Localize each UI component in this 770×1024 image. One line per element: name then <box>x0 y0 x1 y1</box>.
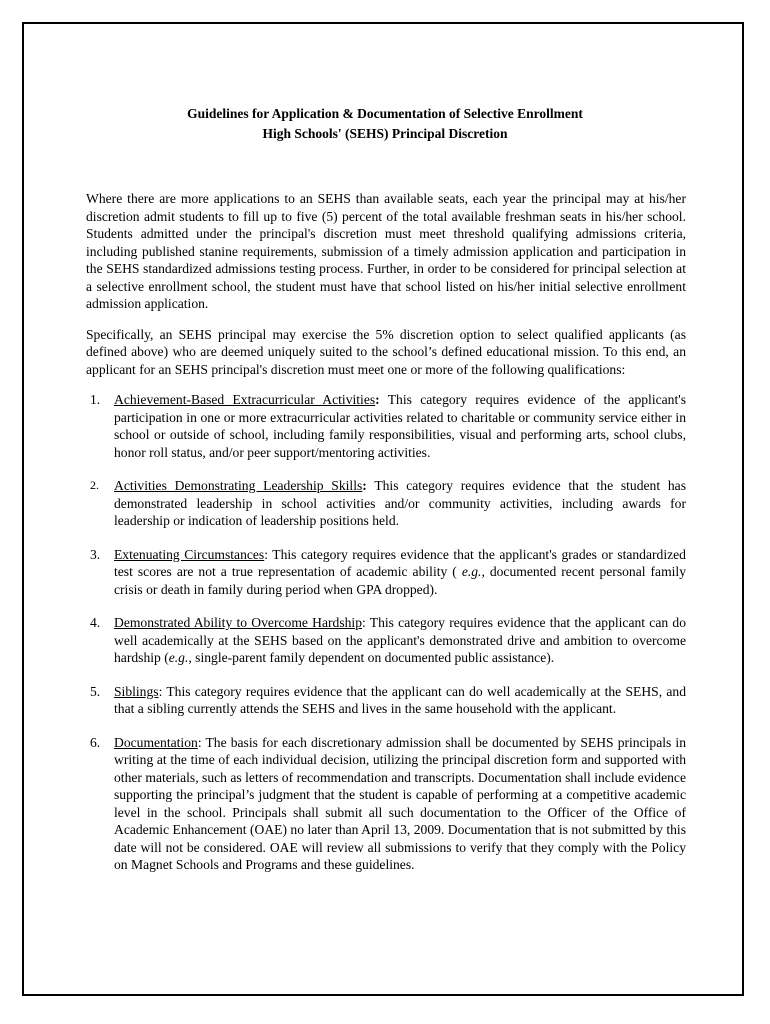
list-item-text-after: documented recent personal family crisis or death in family during period when GPA dropped). <box>114 564 686 597</box>
list-item-text: The basis for each discretionary admission shall be documented by SEHS principals in writing at the time of each individual decision, utilizing the principal discretion form and supported with other materials, such as letters of recommendation and transcripts. Documentation shall include evidence supporting the principal’s judgment that the student is capable of performing at a competitive academic level in the school. Principals shall submit all such documentation to the Officer of the Office of Academic Enhancement (OAE) no later than April 13, 2009. Documentation that is not submitted by this date will not be considered. OAE will review all submissions to verify that they comply with the Policy on Magnet Schools and Programs and these guidelines. <box>114 734 686 872</box>
list-item-number: 5. <box>90 683 101 699</box>
list-item-text: This category requires evidence that the applicant can do well academically at the SEHS based on the applicant's demonstrated drive and ambition to overcome hardship ( <box>114 615 686 665</box>
list-item-siblings <box>86 683 686 718</box>
intro-paragraph: Where there are more applications to an SEHS than available seats, each year the principal may at his/her discretion admit students to fill up to five (5) percent of the total available freshman seats in his/her school. Students admitted under the principal's discretion must meet threshold qualifying admissions criteria, including published stanine requirements, submission of a timely admission application and participation in the SEHS standardized admissions testing process. Further, in order to be considered for principal selection at a selective enrollment school, the student must have that school listed on his/her initial selective enrollment admission application. <box>86 191 686 311</box>
list-item-number: 6. <box>90 734 101 750</box>
list-item-heading: Extenuating Circumstances <box>114 546 265 562</box>
qualifications-intro-paragraph: Specifically, an SEHS principal may exercise the 5% discretion option to select qualified applicants (as defined above) who are deemed uniquely suited to the school’s defined educational mission. To this end, an applicant for an SEHS principal's discretion must meet one or more of the following qualifications: <box>86 326 686 377</box>
list-item-heading: Siblings <box>114 683 159 699</box>
title-line-2: High Schools' (SEHS) Principal Discretion <box>262 126 508 141</box>
list-item-documentation <box>86 734 686 874</box>
list-item-text-after: single-parent family dependent on documented public assistance). <box>191 650 555 665</box>
list-item-heading: Achievement-Based Extracurricular Activities <box>114 392 376 407</box>
document-title <box>0 104 770 144</box>
list-item-text: This category requires evidence that the applicant's grades or standardized test scores are not a true representation of academic ability ( <box>114 546 686 579</box>
list-item-leadership <box>86 477 686 530</box>
list-item-italic: e.g., <box>168 650 192 665</box>
list-item-colon: : <box>158 683 163 699</box>
list-item-extracurricular <box>86 391 686 461</box>
list-item-number: 1. <box>90 392 101 407</box>
document-body <box>86 190 686 890</box>
qualifications-list <box>86 391 686 874</box>
list-item-text: This category requires evidence that the applicant can do well academically at the SEHS, and that a sibling currently attends the SEHS and lives in the same household with the applicant. <box>114 683 686 716</box>
list-item-colon: : <box>362 615 366 630</box>
list-item-number: 3. <box>90 546 101 562</box>
list-item-colon: : <box>362 478 367 493</box>
list-item-heading: Activities Demonstrating Leadership Skills <box>114 478 363 493</box>
list-item-text: This category requires evidence of the applicant's participation in one or more extracurricular activities related to charitable or community service either in school or outside of school, including family responsibilities, visual and performing arts, school clubs, honor roll status, and/or peer support/mentoring activities. <box>114 392 686 460</box>
list-item-number: 2. <box>90 478 99 492</box>
list-item-colon: : <box>375 392 380 407</box>
list-item-text: This category requires evidence that the student has demonstrated leadership in school activities and/or community activities, including awards for leadership or indication of leadership positions held. <box>114 478 686 528</box>
list-item-extenuating <box>86 546 686 599</box>
list-item-number: 4. <box>90 615 101 630</box>
list-item-heading: Demonstrated Ability to Overcome Hardship <box>114 615 362 630</box>
list-item-hardship <box>86 614 686 667</box>
title-line-1: Guidelines for Application & Documentation of Selective Enrollment <box>187 106 583 121</box>
list-item-italic: e.g., <box>461 564 485 579</box>
list-item-colon: : <box>197 734 202 750</box>
list-item-colon: : <box>264 546 269 562</box>
list-item-heading: Documentation <box>114 734 198 750</box>
